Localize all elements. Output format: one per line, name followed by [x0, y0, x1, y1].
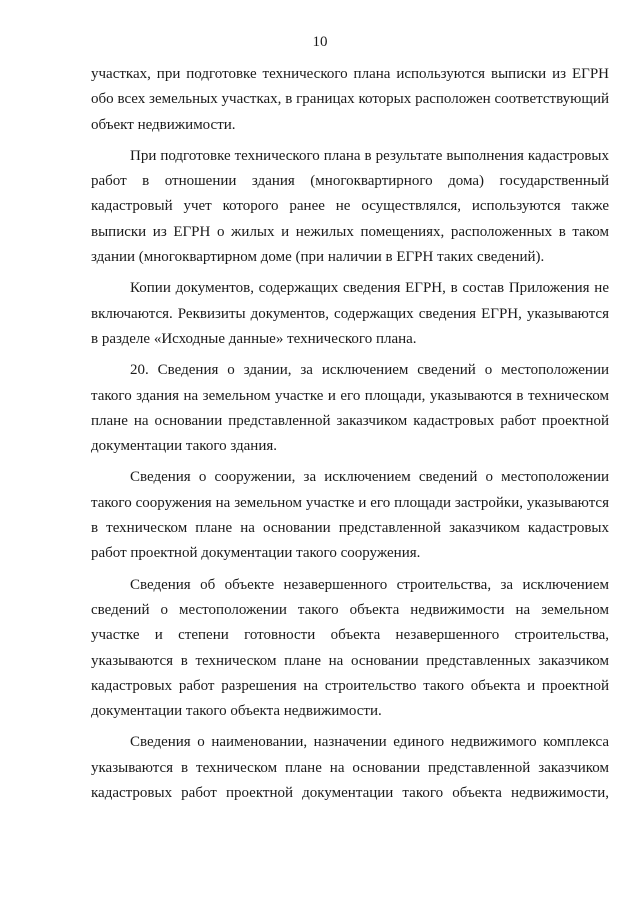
paragraph-unfinished-construction: Сведения об объекте незавершенного строительства, за исключением сведений о местоположении такого объекта недвижимости на земельном участке и степени готовности объекта незавершенного строительства, указываются в техническом плане на основании представленных заказчиком кадастровых работ разрешения на строительство такого объекта и проектной документации такого объекта недвижимости. [91, 576, 609, 720]
page-number: 10 [312, 34, 328, 50]
paragraph-structure: Сведения о сооружении, за исключением сведений о местоположении такого сооружения на земельном участке и его площади застройки, указываются в техническом плане на основании представленной заказчиком кадастровых работ проектной документации такого сооружения. [91, 469, 609, 562]
document-body [91, 62, 609, 812]
paragraph-continuation: участках, при подготовке технического плана используются выписки из ЕГРН обо всех земельных участках, в границах которых расположен соответствующий объект недвижимости. [91, 66, 609, 133]
paragraph-item-20-building: 20. Сведения о здании, за исключением сведений о местоположении такого здания на земельном участке и его площади, указываются в техническом плане на основании представленной заказчиком кадастровых работ проектной документации такого здания. [91, 362, 609, 455]
paragraph-building-extracts: При подготовке технического плана в результате выполнения кадастровых работ в отношении здания (многоквартирного дома) государственный кадастровый учет которого ранее не осуществлялся, используются также выписки из ЕГРН о жилых и нежилых помещениях, расположенных в таком здании (многоквартирном доме (при наличии в ЕГРН таких сведений). [91, 147, 609, 266]
paragraph-document-copies: Копии документов, содержащих сведения ЕГРН, в состав Приложения не включаются. Реквизиты документов, содержащих сведения ЕГРН, указываются в разделе «Исходные данные» технического плана. [91, 280, 609, 347]
paragraph-real-estate-complex: Сведения о наименовании, назначении единого недвижимого комплекса указываются в техническом плане на основании представленной заказчиком кадастровых работ проектной документации такого объекта недвижимости, [91, 734, 609, 802]
